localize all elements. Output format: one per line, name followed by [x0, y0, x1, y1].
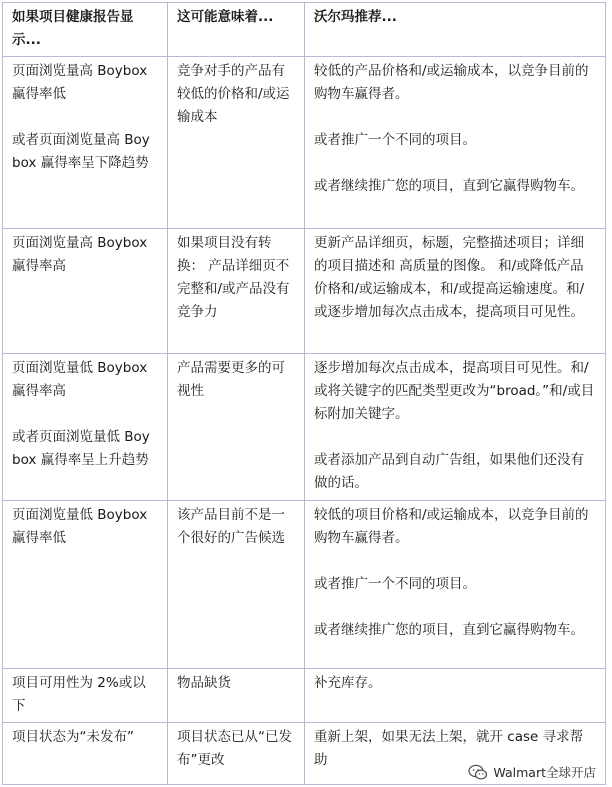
cell-text: 或者推广一个不同的项目。	[314, 132, 476, 148]
cell-text: 该产品目前不是一个很好的广告候选	[177, 507, 285, 546]
meaning-cell	[168, 354, 305, 501]
cell-text: 如果项目没有转换： 产品详细页不完整和/或产品没有竞争力	[177, 235, 290, 320]
cell-text: 项目可用性为 2%或以下	[12, 675, 146, 714]
cell-text: 项目状态已从“已发布”更改	[177, 729, 292, 768]
table-row	[3, 501, 606, 669]
meaning-cell	[168, 57, 305, 229]
cell-text: 或者添加产品到自动广告组，如果他们还没有做的话。	[314, 452, 584, 491]
meaning-cell	[168, 229, 305, 354]
condition-cell	[3, 501, 168, 669]
cell-text: 或者继续推广您的项目，直到它赢得购物车。	[314, 178, 584, 194]
table-row	[3, 229, 606, 354]
cell-text: 物品缺货	[177, 675, 231, 691]
header-condition: 如果项目健康报告显示...	[3, 3, 168, 57]
watermark	[468, 763, 596, 781]
cell-text: 或者推广一个不同的项目。	[314, 576, 476, 592]
cell-text: 页面浏览量高 Boybox 赢得率高	[12, 235, 148, 274]
recommendation-table	[2, 2, 606, 785]
recommend-cell	[305, 501, 606, 669]
cell-text: 重新上架，如果无法上架，就开 case 寻求帮助	[314, 729, 584, 768]
header-meaning: 这可能意味着...	[168, 3, 305, 57]
cell-text: 竞争对手的产品有较低的价格和/或运输成本	[177, 63, 290, 125]
cell-text: 更新产品详细页，标题，完整描述项目；详细的项目描述和 高质量的图像。 和/或降低产品价格和/或运输成本，和/或提高运输速度。和/或逐步增加每次点击成本，提高项目可见性。	[314, 235, 585, 320]
condition-cell	[3, 669, 168, 723]
cell-text: 逐步增加每次点击成本，提高项目可见性。和/或将关键字的匹配类型更改为“broad。”和/或目标附加关键字。	[314, 360, 595, 422]
wechat-icon	[468, 764, 488, 781]
recommend-cell	[305, 354, 606, 501]
cell-text: 项目状态为“未发布”	[12, 729, 134, 745]
cell-text: 较低的项目价格和/或运输成本，以竞争目前的购物车赢得者。	[314, 507, 589, 546]
cell-text: 页面浏览量高 Boybox 赢得率低	[12, 63, 148, 102]
cell-text: 或者页面浏览量高 Boybox 赢得率呈下降趋势	[12, 132, 150, 171]
watermark-text: Walmart全球开店	[493, 765, 596, 780]
cell-text: 或者继续推广您的项目，直到它赢得购物车。	[314, 622, 584, 638]
cell-text: 页面浏览量低 Boybox 赢得率低	[12, 507, 148, 546]
condition-cell	[3, 723, 168, 785]
table-row	[3, 669, 606, 723]
table-row	[3, 354, 606, 501]
condition-cell	[3, 354, 168, 501]
cell-text: 页面浏览量低 Boybox 赢得率高	[12, 360, 148, 399]
meaning-cell	[168, 669, 305, 723]
cell-text: 产品需要更多的可视性	[177, 360, 285, 399]
cell-text: 补充库存。	[314, 675, 382, 691]
cell-text: 较低的产品价格和/或运输成本，以竞争目前的购物车赢得者。	[314, 63, 589, 102]
recommend-cell	[305, 229, 606, 354]
condition-cell	[3, 229, 168, 354]
meaning-cell	[168, 501, 305, 669]
header-row	[3, 3, 606, 57]
header-recommend: 沃尔玛推荐...	[305, 3, 606, 57]
recommend-cell	[305, 57, 606, 229]
cell-text: 或者页面浏览量低 Boybox 赢得率呈上升趋势	[12, 429, 150, 468]
table-row	[3, 57, 606, 229]
recommend-cell	[305, 669, 606, 723]
meaning-cell	[168, 723, 305, 785]
condition-cell	[3, 57, 168, 229]
